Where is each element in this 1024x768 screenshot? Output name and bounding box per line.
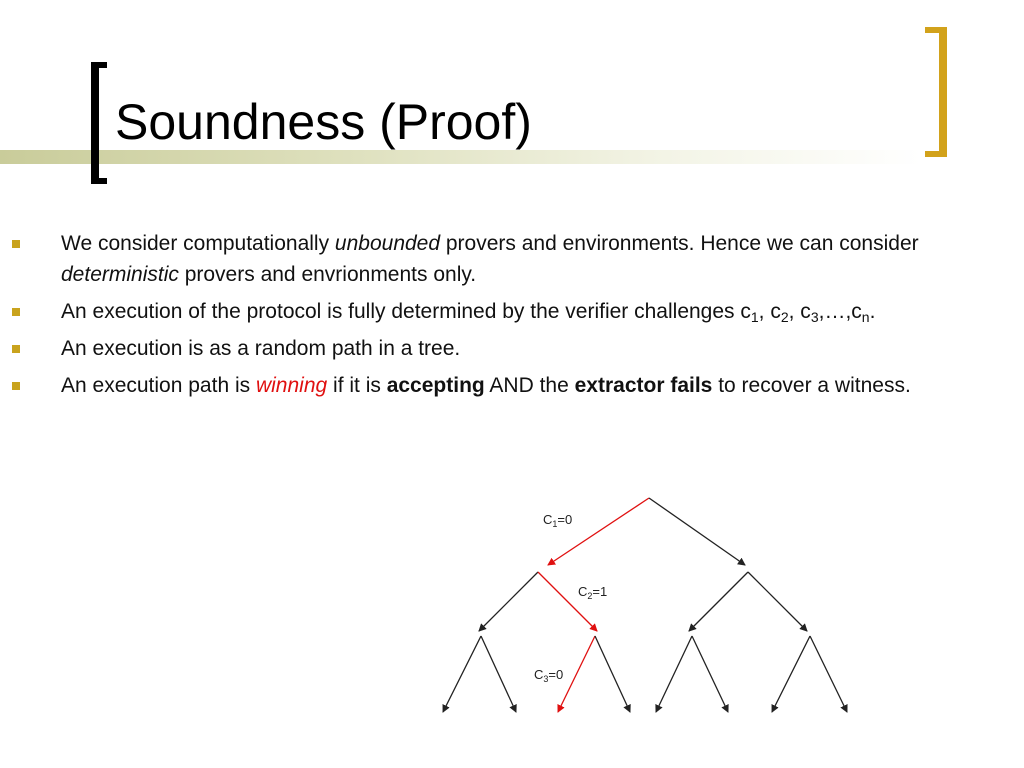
edge-lr-left-winning-path: [558, 636, 595, 712]
tree-label-base: C: [578, 584, 588, 599]
tree-edge-label: [543, 512, 572, 529]
tree-label-subscript: 1: [552, 519, 558, 529]
tree-edge-label: [534, 667, 563, 684]
bullet-text-segment: provers and environments. Hence we can consider: [440, 232, 919, 255]
edge-rr-right: [810, 636, 847, 712]
bullet-text-segment: provers and envrionments only.: [178, 263, 477, 286]
edge-l-left: [479, 572, 538, 631]
tree-edge-label: [578, 584, 607, 601]
bullet-text-segment: , c: [758, 300, 781, 323]
edge-root-left-winning-path: [548, 498, 649, 565]
bullet-text-segment: n: [861, 309, 870, 325]
tree-label-base: C: [543, 512, 553, 527]
bullet-text-segment: An execution path is: [61, 374, 256, 397]
tree-label-value: =0: [557, 512, 573, 527]
bullet-text-segment: to recover a witness.: [712, 374, 911, 397]
edge-rr-left: [772, 636, 810, 712]
bullet-text-segment: winning: [255, 374, 328, 397]
tree-label-value: =0: [548, 667, 564, 682]
bullet-text-segment: 3: [810, 309, 819, 325]
slide-title: Soundness (Proof): [115, 94, 532, 150]
edge-r-left: [689, 572, 748, 631]
edge-rl-left: [656, 636, 692, 712]
tree-label-subscript: 3: [543, 674, 549, 684]
edge-r-right: [748, 572, 807, 631]
bullet-text-segment: extractor fails: [574, 374, 713, 397]
bullet-text-segment: We consider computationally: [61, 232, 335, 255]
edge-rl-right: [692, 636, 728, 712]
bullet-text-segment: .: [869, 300, 876, 323]
bullet-text-segment: deterministic: [61, 263, 179, 286]
bullet-text-segment: An execution is as a random path in a tree.: [61, 337, 461, 360]
bullet-text-segment: unbounded: [334, 232, 441, 255]
bullet-text-segment: AND the: [484, 374, 575, 397]
bullet-text-segment: 1: [750, 309, 759, 325]
edge-l-right-winning-path: [538, 572, 597, 631]
edge-ll-left: [443, 636, 481, 712]
bullet-text-segment: accepting: [386, 374, 485, 397]
bullet-text-segment: if it is: [327, 374, 387, 397]
bullet-text-segment: An execution of the protocol is fully determined by the verifier challenges c: [61, 300, 751, 323]
bullet-text-segment: 2: [780, 309, 789, 325]
edge-root-right: [649, 498, 745, 565]
bullet-text-segment: ,…,c: [818, 300, 862, 323]
tree-label-base: C: [534, 667, 544, 682]
tree-label-subscript: 2: [587, 591, 593, 601]
bullet-text-segment: , c: [788, 300, 811, 323]
tree-label-value: =1: [592, 584, 608, 599]
edge-lr-right: [595, 636, 630, 712]
edge-ll-right: [481, 636, 516, 712]
